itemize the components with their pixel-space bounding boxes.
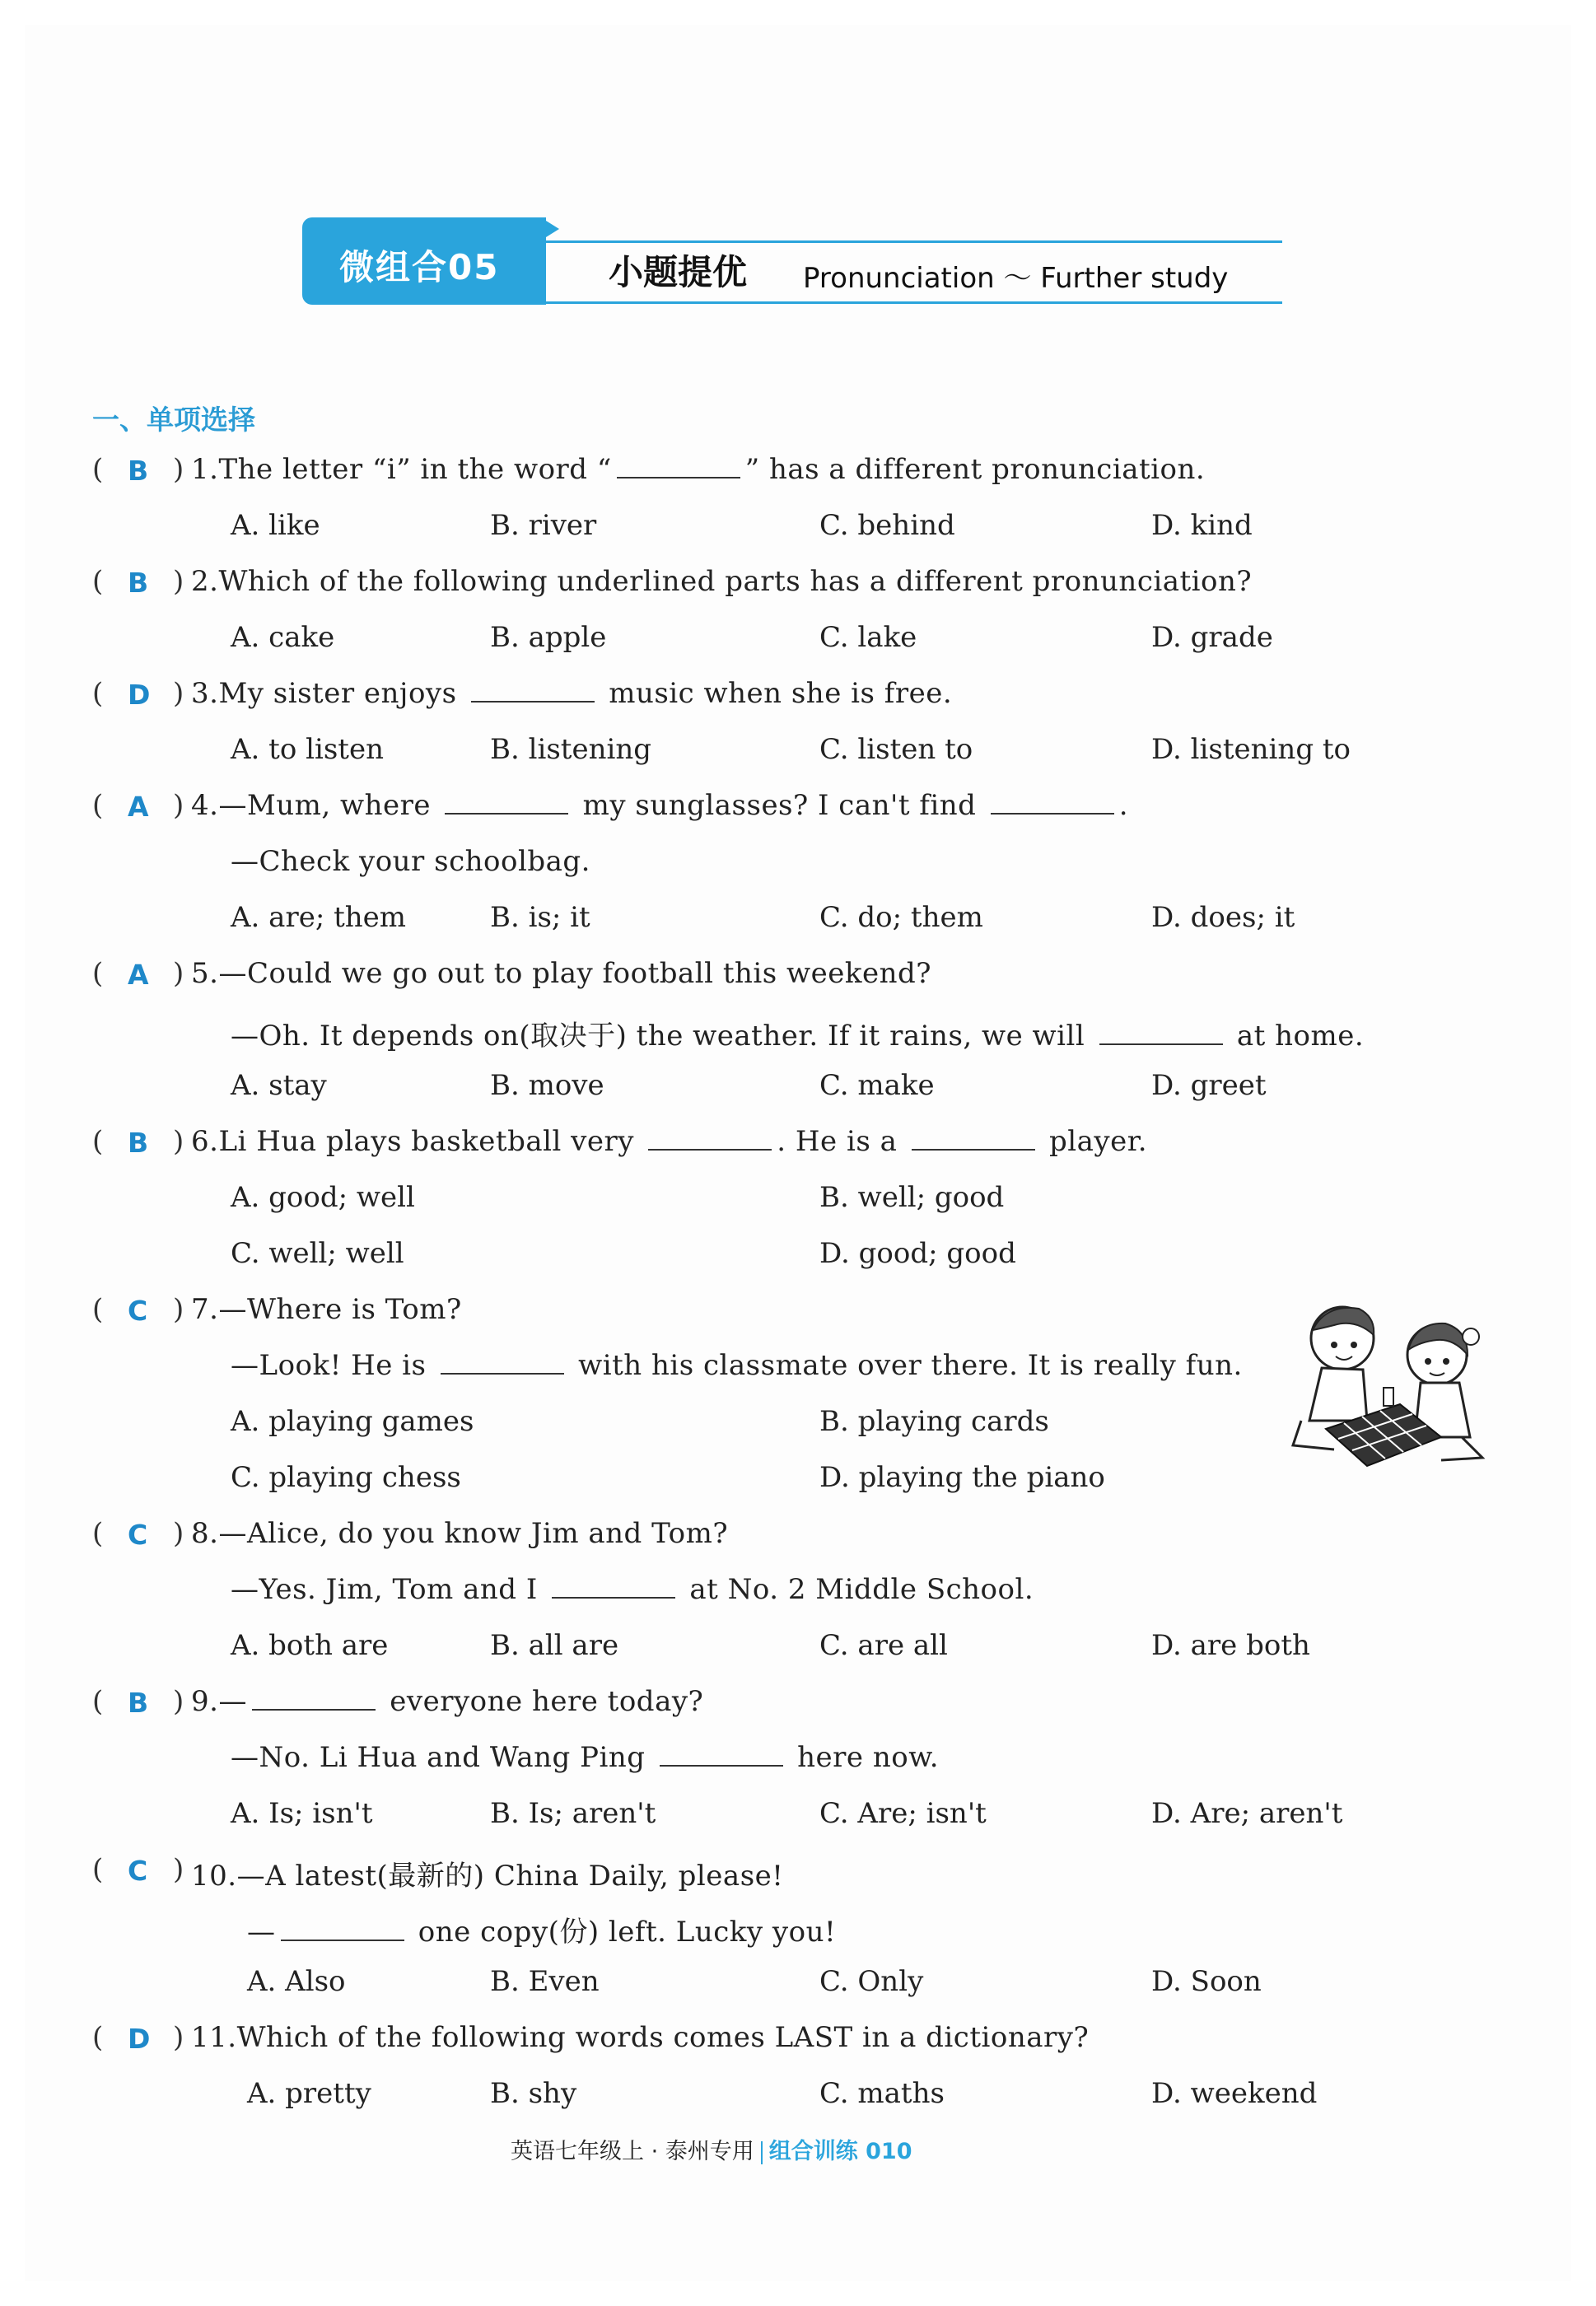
- question-text: —Look! He is: [231, 1349, 436, 1382]
- option-item: A. playing games: [231, 1405, 474, 1438]
- answer-paren-close: ): [173, 1293, 184, 1326]
- option-item: C. maths: [819, 2077, 945, 2110]
- option-item: C. well; well: [231, 1237, 404, 1270]
- question-line: [191, 1517, 728, 1550]
- option-item: A. stay: [231, 1069, 327, 1102]
- page-footer: [511, 2133, 912, 2165]
- option-item: D. greet: [1151, 1069, 1267, 1102]
- question-text: Which of the following words comes LAST in a dictionary?: [236, 2021, 1090, 2054]
- answer-paren-close: ): [173, 1853, 184, 1886]
- answer-paren-close: ): [173, 1125, 184, 1158]
- answer-paren-open: (: [92, 677, 104, 710]
- option-item: A. like: [231, 509, 320, 542]
- question-text: one copy(份) left. Lucky you!: [408, 1916, 837, 1949]
- answer-blank[interactable]: [648, 1126, 772, 1151]
- question-line: [191, 1125, 1147, 1158]
- answer-letter: B: [128, 455, 149, 487]
- answer-paren-open: (: [92, 957, 104, 990]
- answer-paren-close: ): [173, 2021, 184, 2054]
- answer-paren-open: (: [92, 453, 104, 486]
- question-line: [247, 1909, 836, 1949]
- question-text: . He is a: [777, 1125, 907, 1158]
- answer-letter: C: [128, 1295, 148, 1327]
- question-line: [231, 1573, 1034, 1606]
- question-number: 5.: [191, 957, 219, 990]
- answer-letter: A: [128, 791, 149, 823]
- question-text: everyone here today?: [380, 1685, 704, 1718]
- option-item: B. is; it: [490, 901, 590, 934]
- option-item: D. playing the piano: [819, 1461, 1105, 1494]
- answer-paren-open: (: [92, 565, 104, 598]
- question-text: —Could we go out to play football this weekend?: [218, 957, 931, 990]
- answer-blank[interactable]: [1099, 1020, 1223, 1045]
- option-item: C. lake: [819, 621, 917, 654]
- option-item: C. are all: [819, 1629, 948, 1662]
- answer-paren-close: ): [173, 565, 184, 598]
- option-item: D. listening to: [1151, 733, 1351, 766]
- answer-paren-close: ): [173, 677, 184, 710]
- option-item: B. playing cards: [819, 1405, 1049, 1438]
- question-line: [231, 1013, 1364, 1053]
- question-text: at home.: [1227, 1020, 1365, 1053]
- question-text: player.: [1039, 1125, 1148, 1158]
- answer-paren-open: (: [92, 789, 104, 822]
- option-item: A. to listen: [231, 733, 384, 766]
- question-text: here now.: [787, 1741, 940, 1774]
- answer-paren-open: (: [92, 2021, 104, 2054]
- question-text: My sister enjoys: [218, 677, 466, 710]
- question-number: 1.: [191, 453, 219, 486]
- question-text: my sunglasses? I can't find: [573, 789, 986, 822]
- header-subtitle: Pronunciation ～ Further study: [803, 262, 1229, 295]
- question-number: 9.: [191, 1685, 219, 1718]
- question-text: ” has a different pronunciation.: [744, 453, 1206, 486]
- answer-letter: C: [128, 1855, 148, 1887]
- question-number: 8.: [191, 1517, 219, 1550]
- option-item: D. are both: [1151, 1629, 1310, 1662]
- option-item: C. Only: [819, 1965, 924, 1998]
- question-text: Which of the following underlined parts has a different pronunciation?: [218, 565, 1253, 598]
- question-text: —Alice, do you know Jim and Tom?: [218, 1517, 729, 1550]
- answer-blank[interactable]: [281, 1916, 404, 1941]
- option-item: A. are; them: [231, 901, 406, 934]
- answer-paren-close: ): [173, 957, 184, 990]
- answer-letter: B: [128, 567, 149, 599]
- answer-letter: B: [128, 1127, 149, 1159]
- question-text: —Oh. It depends on(取决于) the weather. If it rains, we will: [231, 1020, 1094, 1053]
- option-item: D. good; good: [819, 1237, 1016, 1270]
- question-number: 3.: [191, 677, 219, 710]
- option-item: B. river: [490, 509, 597, 542]
- question-line: [191, 1293, 462, 1326]
- question-text: —Where is Tom?: [218, 1293, 462, 1326]
- question-text: music when she is free.: [599, 677, 953, 710]
- answer-paren-close: ): [173, 1517, 184, 1550]
- option-item: A. both are: [231, 1629, 389, 1662]
- header-rule-top: [546, 240, 1282, 243]
- answer-letter: D: [128, 679, 151, 711]
- answer-paren-close: ): [173, 453, 184, 486]
- option-item: A. pretty: [247, 2077, 371, 2110]
- answer-paren-open: (: [92, 1125, 104, 1158]
- question-text: —A latest(最新的) China Daily, please!: [236, 1860, 784, 1893]
- question-line: [191, 2021, 1089, 2054]
- question-text: —No. Li Hua and Wang Ping: [231, 1741, 655, 1774]
- question-text: Li Hua plays basketball very: [218, 1125, 644, 1158]
- answer-paren-open: (: [92, 1293, 104, 1326]
- footer-page-label: 组合训练 010: [768, 2139, 912, 2164]
- question-text: at No. 2 Middle School.: [680, 1573, 1034, 1606]
- footer-book-info: 英语七年级上 · 泰州专用: [511, 2139, 754, 2164]
- answer-paren-open: (: [92, 1685, 104, 1718]
- answer-letter: B: [128, 1687, 149, 1719]
- header-title: 小题提优: [609, 252, 748, 292]
- option-item: D. Soon: [1151, 1965, 1262, 1998]
- option-item: C. behind: [819, 509, 955, 542]
- question-line: [231, 1349, 1243, 1382]
- answer-paren-close: ): [173, 789, 184, 822]
- answer-paren-close: ): [173, 1685, 184, 1718]
- question-line: [191, 957, 931, 990]
- option-item: B. Is; aren't: [490, 1797, 656, 1830]
- question-line: [191, 565, 1252, 598]
- section-header: [302, 216, 1282, 306]
- question-line: [191, 453, 1205, 486]
- question-line: [191, 789, 1128, 822]
- answer-blank[interactable]: [991, 790, 1114, 815]
- answer-blank[interactable]: [471, 678, 595, 703]
- answer-letter: A: [128, 959, 149, 991]
- option-item: D. weekend: [1151, 2077, 1318, 2110]
- answer-blank[interactable]: [552, 1574, 675, 1599]
- question-line: [191, 1685, 703, 1718]
- question-text: with his classmate over there. It is really fun.: [568, 1349, 1243, 1382]
- question-text: —Check your schoolbag.: [231, 845, 590, 878]
- answer-blank[interactable]: [912, 1126, 1035, 1151]
- footer-divider: [761, 2141, 763, 2164]
- answer-blank[interactable]: [252, 1686, 376, 1711]
- question-number: 10.: [191, 1860, 237, 1893]
- header-rule-bottom: [546, 301, 1282, 304]
- option-item: B. apple: [490, 621, 607, 654]
- answer-letter: C: [128, 1519, 148, 1551]
- question-line: [191, 1853, 783, 1893]
- answer-paren-open: (: [92, 1517, 104, 1550]
- option-item: A. good; well: [231, 1181, 415, 1214]
- question-text: —Mum, where: [218, 789, 441, 822]
- option-item: B. Even: [490, 1965, 600, 1998]
- question-text: The letter “i” in the word “: [218, 453, 612, 486]
- header-tab: [302, 217, 546, 305]
- question-number: 4.: [191, 789, 219, 822]
- option-item: D. does; it: [1151, 901, 1295, 934]
- option-item: D. Are; aren't: [1151, 1797, 1343, 1830]
- option-item: C. playing chess: [231, 1461, 461, 1494]
- option-item: C. listen to: [819, 733, 973, 766]
- option-item: A. Is; isn't: [231, 1797, 373, 1830]
- header-arrow-icon: [546, 221, 559, 237]
- question-number: 6.: [191, 1125, 219, 1158]
- answer-blank[interactable]: [441, 1350, 564, 1375]
- section-title: 一、单项选择: [92, 404, 255, 436]
- option-item: D. kind: [1151, 509, 1253, 542]
- question-text: —Yes. Jim, Tom and I: [231, 1573, 548, 1606]
- option-item: A. cake: [231, 621, 335, 654]
- question-number: 11.: [191, 2021, 237, 2054]
- answer-letter: D: [128, 2023, 151, 2055]
- kids-playing-chess-illustration: [1276, 1297, 1499, 1470]
- answer-blank[interactable]: [617, 454, 740, 478]
- option-item: B. well; good: [819, 1181, 1005, 1214]
- question-line: [231, 1741, 939, 1774]
- option-item: D. grade: [1151, 621, 1273, 654]
- header-tab-label: 微组合05: [339, 247, 500, 287]
- question-number: 2.: [191, 565, 219, 598]
- option-item: C. make: [819, 1069, 935, 1102]
- option-item: C. Are; isn't: [819, 1797, 987, 1830]
- question-line: [231, 845, 590, 878]
- question-text: .: [1118, 789, 1129, 822]
- question-line: [191, 677, 952, 710]
- answer-blank[interactable]: [445, 790, 568, 815]
- answer-paren-open: (: [92, 1853, 104, 1886]
- question-text: —: [218, 1685, 247, 1718]
- option-item: A. Also: [247, 1965, 346, 1998]
- option-item: C. do; them: [819, 901, 983, 934]
- answer-blank[interactable]: [660, 1742, 783, 1767]
- option-item: B. shy: [490, 2077, 577, 2110]
- option-item: B. listening: [490, 733, 652, 766]
- option-item: B. all are: [490, 1629, 619, 1662]
- option-item: B. move: [490, 1069, 604, 1102]
- question-text: —: [247, 1916, 276, 1949]
- question-number: 7.: [191, 1293, 219, 1326]
